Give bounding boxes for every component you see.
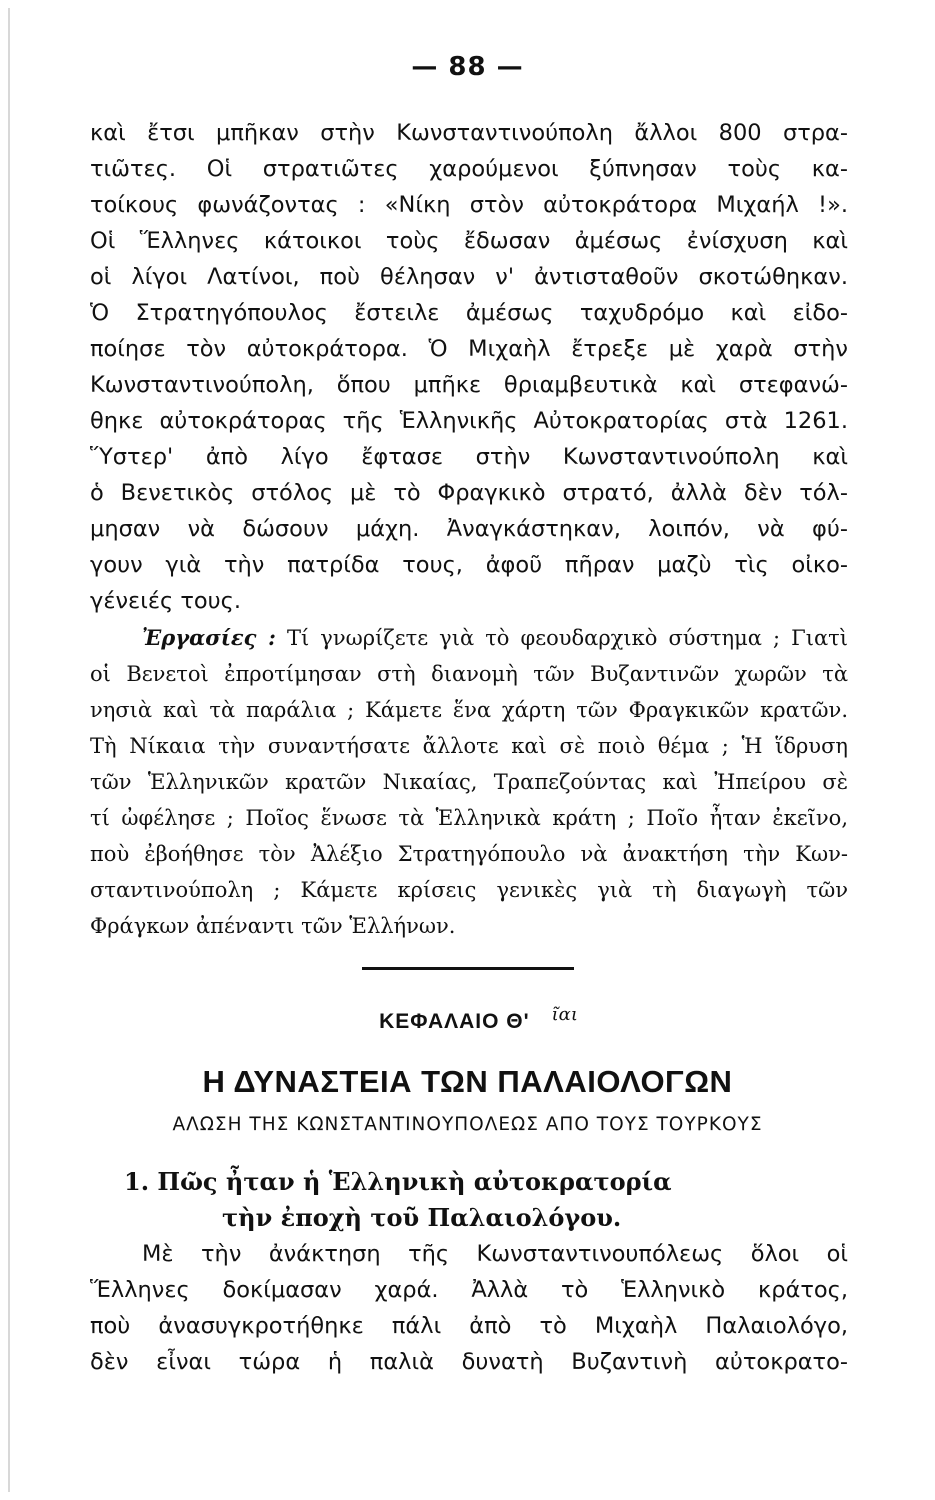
- text-line: Ὁ Στρατηγόπουλος ἔστειλε ἀμέσως ταχυδρόμο καὶ εἰδο-: [90, 300, 848, 326]
- exercises-label: Ἐργασίες :: [142, 625, 276, 650]
- text-line: Φράγκων ἀπέναντι τῶν Ἑλλήνων.: [90, 914, 456, 938]
- text-line: τοίκους φωνάζοντας : «Νίκη στὸν αὐτοκράτορα Μιχαήλ !».: [90, 192, 848, 218]
- text-line: Ἕλληνες δοκίμασαν χαρά. Ἀλλὰ τὸ Ἑλληνικὸ κράτος,: [90, 1277, 848, 1303]
- text-line: θηκε αὐτοκράτορας τῆς Ἑλληνικῆς Αὐτοκρατορίας στὰ 1261.: [90, 408, 848, 434]
- exercises-paragraph: [90, 620, 848, 944]
- section-heading: [124, 1164, 824, 1236]
- exercises-first-line: [90, 620, 848, 656]
- page-number: — 88 —: [411, 52, 524, 82]
- text-line: ποίησε τὸν αὐτοκράτορα. Ὁ Μιχαὴλ ἔτρεξε μὲ χαρὰ στὴν: [90, 336, 848, 362]
- text-line: τί ὠφέλησε ; Ποῖος ἕνωσε τὰ Ἑλληνικὰ κράτη ; Ποῖο ἦταν ἐκεῖνο,: [90, 806, 848, 830]
- chapter-title: Η ΔΥΝΑΣΤΕΙΑ ΤΩΝ ΠΑΛΑΙΟΛΟΓΩΝ: [202, 1064, 733, 1099]
- section-heading-line: τὴν ἐποχὴ τοῦ Παλαιολόγου.: [222, 1203, 622, 1232]
- text-line: Τὴ Νίκαια τὴν συναντήσατε ἄλλοτε καὶ σὲ ποιὸ θέμα ; Ἡ ἵδρυση: [90, 734, 848, 758]
- text-line: οἱ λίγοι Λατίνοι, ποὺ θέλησαν ν' ἀντισταθοῦν σκοτώθηκαν.: [90, 264, 848, 290]
- text-line: τῶν Ἑλληνικῶν κρατῶν Νικαίας, Τραπεζούντας καὶ Ἠπείρου σὲ: [90, 770, 848, 794]
- text-line: οἱ Βενετοὶ ἐπροτίμησαν στὴ διανομὴ τῶν Βυζαντινῶν χωρῶν τὰ: [90, 662, 848, 686]
- text-line: γουν γιὰ τὴν πατρίδα τους, ἀφοῦ πῆραν μαζὺ τὶς οἰκο-: [90, 552, 848, 578]
- text-line: καὶ ἔτσι μπῆκαν στὴν Κωνσταντινούπολη ἄλλοι 800 στρα-: [90, 120, 848, 146]
- handwritten-note: ῖαι: [551, 1004, 578, 1025]
- text-line: ὁ Βενετικὸς στόλος μὲ τὸ Φραγκικὸ στρατό, ἀλλὰ δὲν τόλ-: [90, 480, 848, 506]
- text-line: νησιὰ καὶ τὰ παράλια ; Κάμετε ἕνα χάρτη τῶν Φραγκικῶν κρατῶν.: [90, 698, 848, 722]
- chapter-number: ΚΕΦΑΛΑΙΟ Θ': [379, 1010, 530, 1033]
- text-line: ποὺ ἐβοήθησε τὸν Ἀλέξιο Στρατηγόπουλο νὰ ἀνακτήση τὴν Κων-: [90, 842, 848, 866]
- text-line: σταντινούπολη ; Κάμετε κρίσεις γενικὲς γιὰ τὴ διαγωγὴ τῶν: [90, 878, 848, 902]
- section-heading-line: 1. Πῶς ἦταν ἡ Ἑλληνικὴ αὐτοκρατορία: [124, 1167, 672, 1196]
- text-line: δὲν εἶναι τώρα ἡ παλιὰ δυνατὴ Βυζαντινὴ αὐτοκρατο-: [90, 1349, 848, 1375]
- text-line: ποὺ ἀνασυγκροτήθηκε πάλι ἀπὸ τὸ Μιχαὴλ Παλαιολόγο,: [90, 1313, 848, 1339]
- text-line: Ὕστερ' ἀπὸ λίγο ἔφτασε στὴν Κωνσταντινούπολη καὶ: [90, 444, 848, 470]
- text-line: Κωνσταντινούπολη, ὅπου μπῆκε θριαμβευτικὰ καὶ στεφανώ-: [90, 372, 848, 398]
- text-line: μησαν νὰ δώσουν μάχη. Ἀναγκάστηκαν, λοιπόν, νὰ φύ-: [90, 516, 848, 542]
- chapter-label: [0, 1004, 935, 1034]
- section-paragraph: [90, 1236, 848, 1380]
- text-line: Οἱ Ἕλληνες κάτοικοι τοὺς ἔδωσαν ἀμέσως ἐνίσχυση καὶ: [90, 228, 848, 254]
- body-paragraph: [90, 115, 848, 619]
- text-line: τιῶτες. Οἱ στρατιῶτες χαρούμενοι ξύπνησαν τοὺς κα-: [90, 156, 848, 182]
- text-line: Μὲ τὴν ἀνάκτηση τῆς Κωνσταντινουπόλεως ὅλοι οἱ: [142, 1241, 848, 1267]
- text-line: γένειές τους.: [90, 588, 242, 614]
- section-divider: [362, 967, 574, 970]
- text-line: Τί γνωρίζετε γιὰ τὸ φεουδαρχικὸ σύστημα ; Γιατὶ: [287, 626, 848, 650]
- chapter-subtitle: ΑΛΩΣΗ ΤΗΣ ΚΩΝΣΤΑΝΤΙΝΟΥΠΟΛΕΩΣ ΑΠΟ ΤΟΥΣ ΤΟΥΡΚΟΥΣ: [172, 1114, 763, 1135]
